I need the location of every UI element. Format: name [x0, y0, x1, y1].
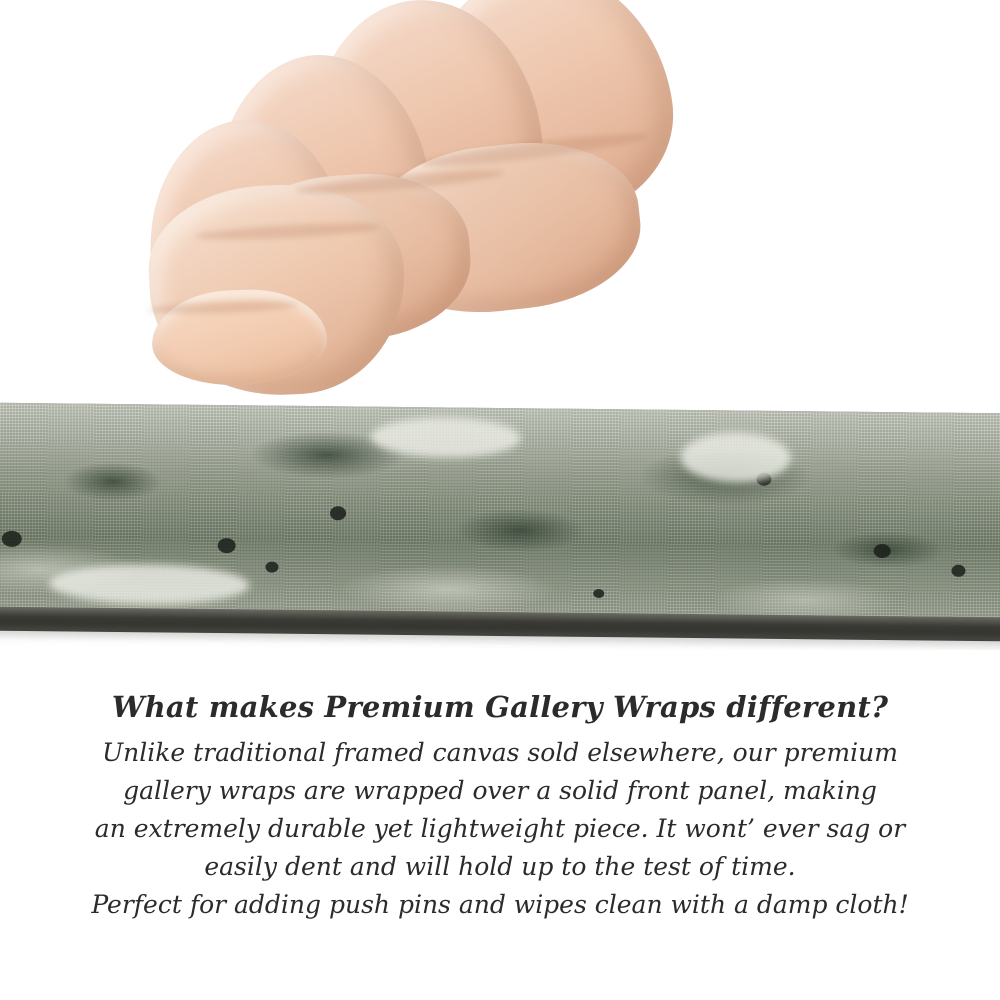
caption-heading: What makes Premium Gallery Wraps different?	[111, 690, 889, 724]
caption-line: gallery wraps are wrapped over a solid front panel, making	[123, 776, 877, 805]
canvas-highlight	[680, 432, 791, 483]
canvas-highlight	[49, 563, 249, 605]
caption-line: easily dent and will hold up to the test of time.	[204, 852, 796, 881]
caption-line: Perfect for adding push pins and wipes clean with a damp cloth!	[91, 890, 909, 919]
canvas-speck	[330, 506, 346, 520]
canvas-highlight	[371, 417, 521, 459]
canvas-speck	[874, 544, 891, 558]
canvas-speck	[951, 565, 965, 577]
canvas-speck	[593, 589, 604, 598]
canvas-wrap-edge	[0, 403, 1000, 636]
hand-icon	[120, 0, 680, 430]
caption-block	[0, 690, 1000, 924]
canvas-speck	[265, 562, 278, 573]
canvas-speck	[218, 538, 236, 553]
caption-body	[0, 734, 1000, 924]
caption-line: Unlike traditional framed canvas sold elsewhere, our premium	[102, 738, 898, 767]
caption-line: an extremely durable yet lightweight piece. It wont’ ever sag or	[94, 814, 906, 843]
canvas-speck	[2, 531, 22, 547]
